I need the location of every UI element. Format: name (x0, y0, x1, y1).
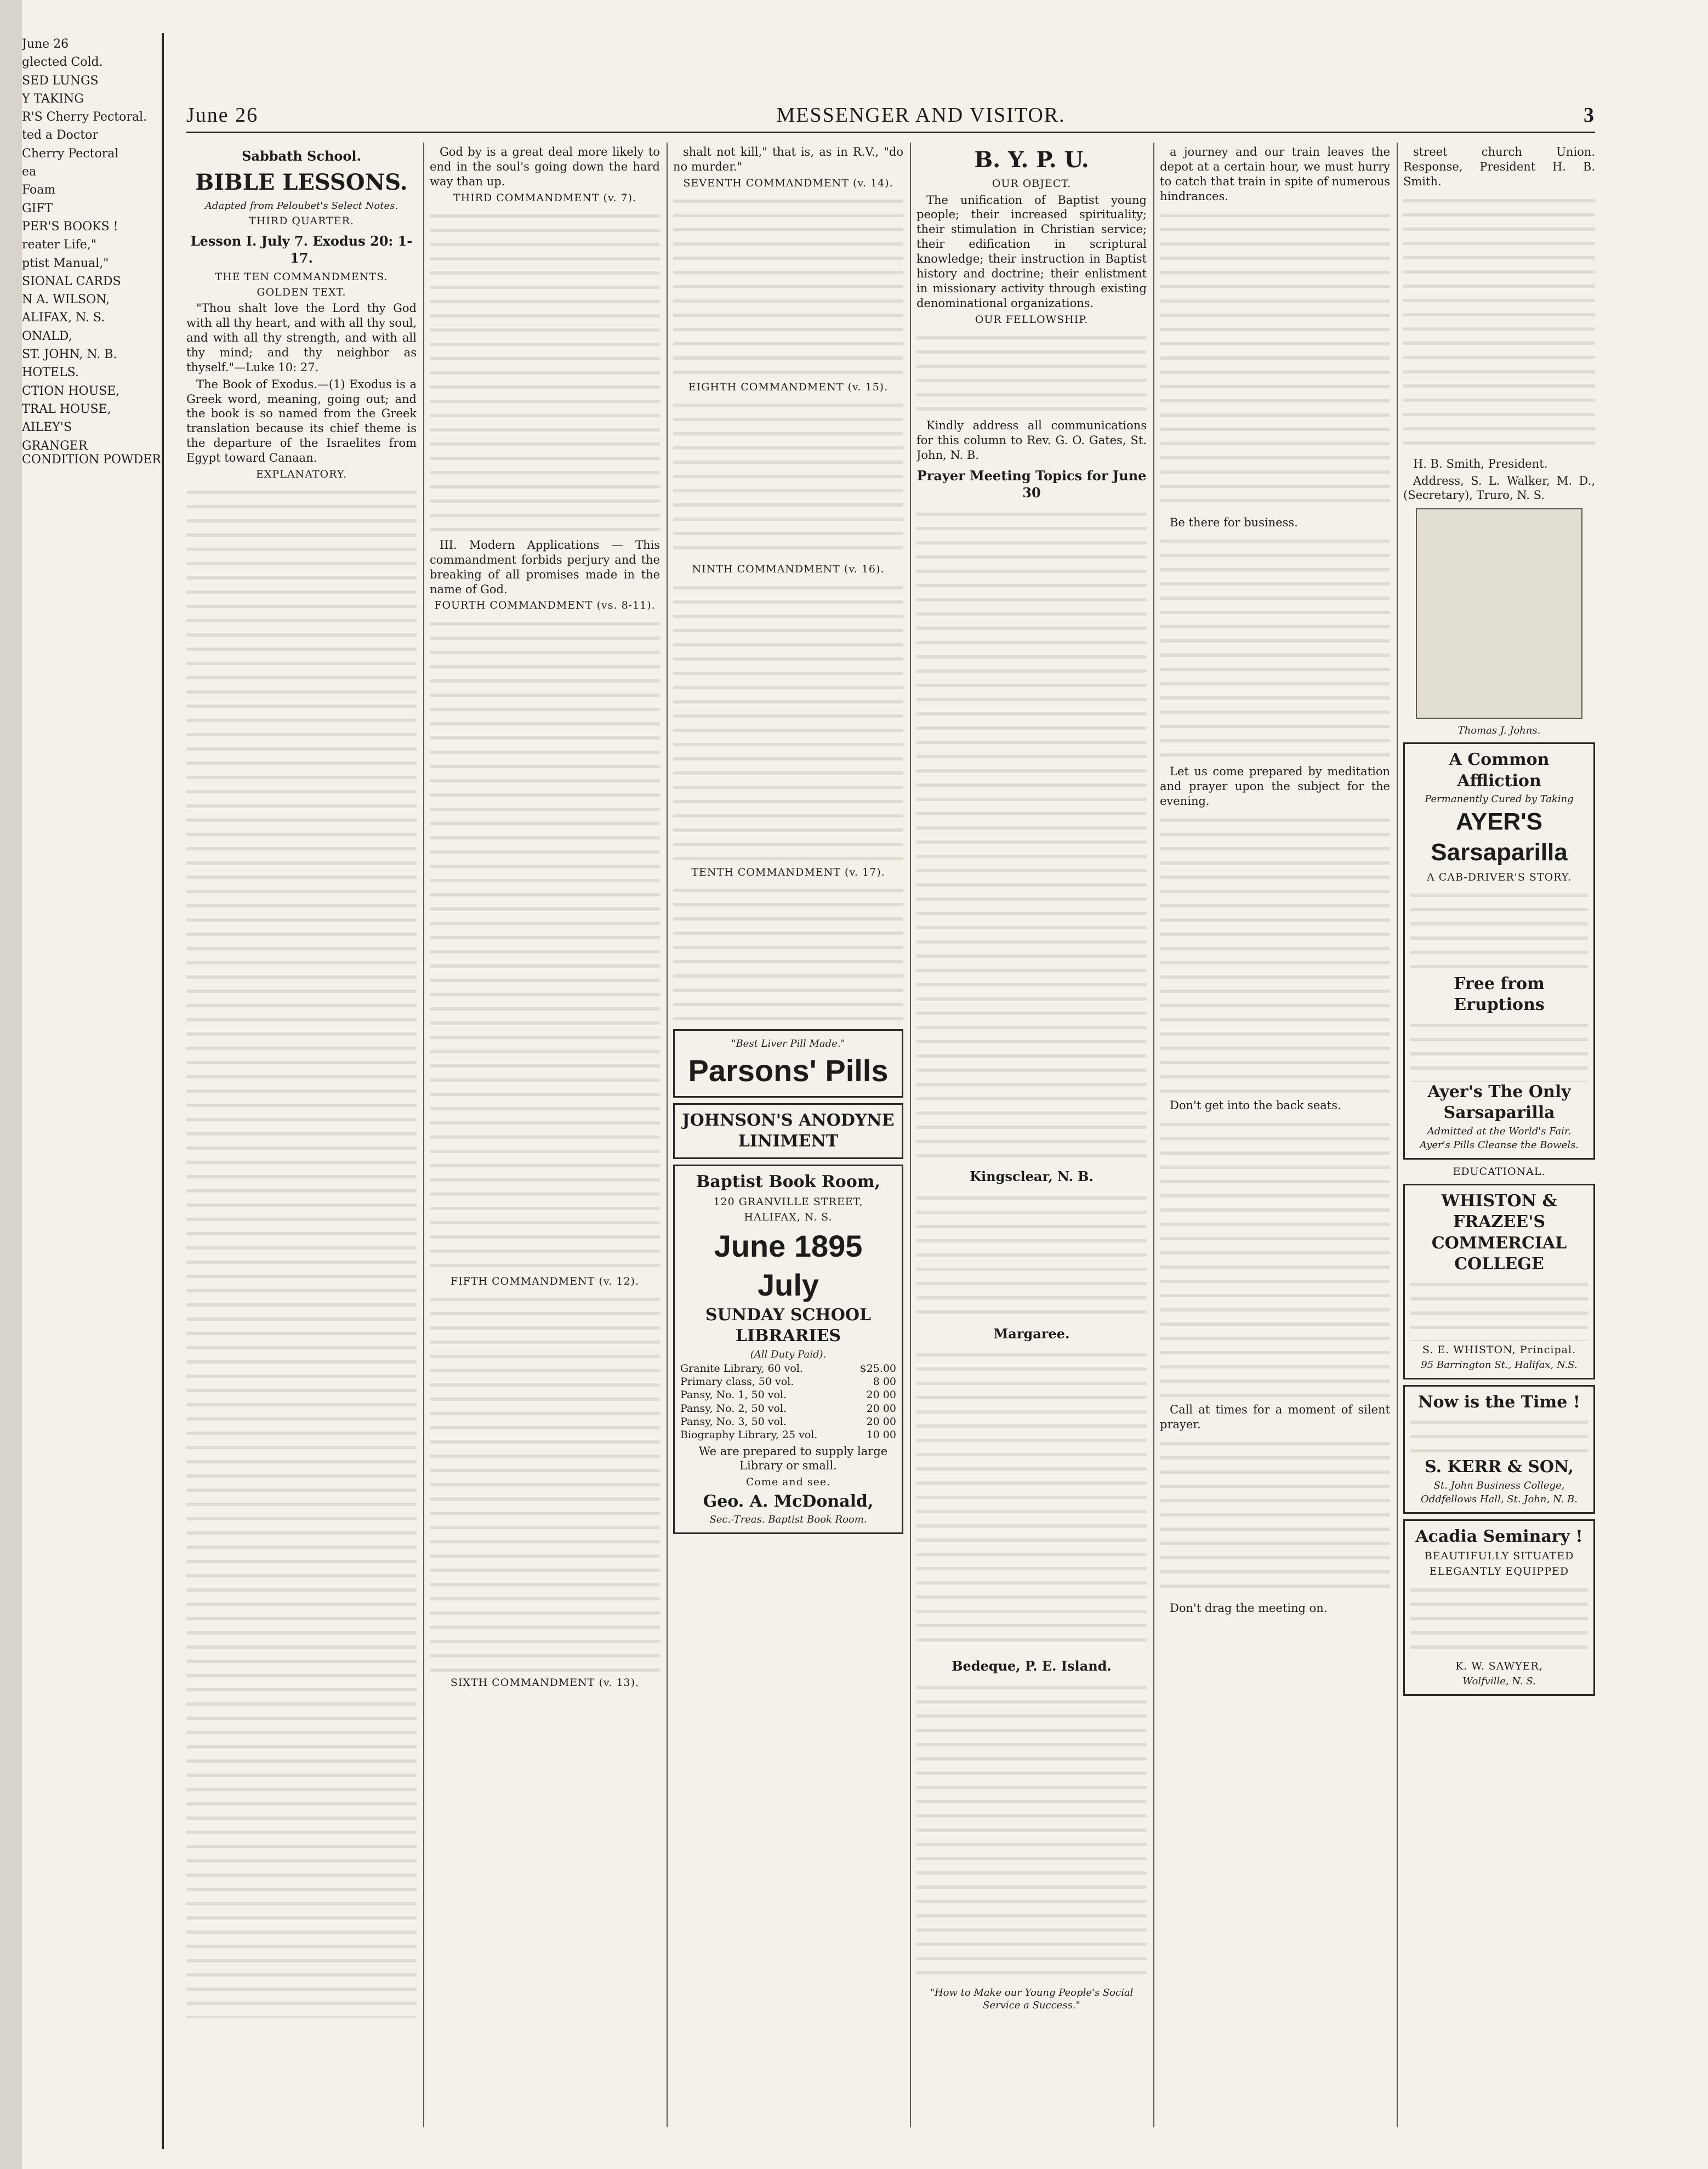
let-us-come: Let us come prepared by meditation and prayer upon the subject for the evening. (1160, 765, 1390, 808)
prev-page-fragment: ONALD, (22, 329, 72, 343)
ad-title: JOHNSON'S ANODYNE LINIMENT (682, 1110, 895, 1151)
prev-page-fragment: PER'S BOOKS ! (22, 219, 118, 234)
prev-page-fragment: reater Life," (22, 238, 96, 252)
margaree-heading: Margaree. (993, 1325, 1070, 1342)
ad-come-text: Come and see. (745, 1476, 831, 1489)
column-rule (910, 143, 911, 2127)
prev-page-fragment: AILEY'S (22, 421, 72, 435)
ad-supply-text: We are prepared to supply large Library or small. (698, 1444, 888, 1473)
article-body-text (673, 192, 903, 378)
ad-firm-address: Oddfellows Hall, St. John, N. B. (1421, 1493, 1578, 1505)
dont-drag: Don't drag the meeting on. (1170, 1601, 1328, 1615)
page-number: 3 (1583, 104, 1595, 127)
column-commandments (430, 143, 660, 2127)
bypu-address: Address, S. L. Walker, M. D., (Secretary), Truro, N. S. (1403, 474, 1595, 502)
prev-page-fragment: ea (22, 165, 37, 179)
masthead-date: June 26 (186, 104, 259, 127)
ad-firm-sub: St. John Business College, (1433, 1479, 1565, 1491)
library-price: $25.00 (859, 1362, 896, 1375)
ad-tagline: "Best Liver Pill Made." (731, 1038, 845, 1049)
ad-only: Ayer's The Only Sarsaparilla (1427, 1082, 1571, 1123)
fifth-commandment-heading: FIFTH COMMANDMENT (v. 12). (450, 1275, 640, 1287)
eighth-commandment-heading: EIGHTH COMMANDMENT (v. 15). (688, 381, 889, 394)
article-body-text (1160, 1434, 1390, 1599)
ad-title: Parsons' Pills (688, 1053, 889, 1088)
prev-page-fragment: GIFT (22, 201, 53, 215)
column-sabbath-school (186, 143, 417, 2127)
prev-page-fragment: R'S Cherry Pectoral. (22, 110, 147, 124)
article-body-text (430, 207, 660, 536)
column-opening: street church Union. Response, President H. B. Smith. (1403, 145, 1595, 188)
library-row (680, 1428, 896, 1441)
bible-lessons-heading: BIBLE LESSONS. (195, 169, 408, 195)
lesson-reference: Lesson I. July 7. Exodus 20: 1-17. (190, 233, 413, 266)
ad-body-text (1410, 1413, 1588, 1457)
acadia-seminary-ad (1403, 1519, 1595, 1696)
explanatory-label: EXPLANATORY. (256, 468, 347, 480)
prev-page-fragment: ST. JOHN, N. B. (22, 348, 117, 362)
golden-text-label: GOLDEN TEXT. (257, 286, 346, 298)
ad-sub2: ELEGANTLY EQUIPPED (1429, 1565, 1569, 1578)
library-name: Primary class, 50 vol. (680, 1375, 794, 1388)
bypu-heading: B. Y. P. U. (974, 147, 1089, 173)
article-body-text (430, 1290, 660, 1674)
previous-page-fragment (22, 33, 164, 2149)
ad-body-text (1410, 1275, 1588, 1341)
ninth-commandment-heading: NINTH COMMANDMENT (v. 16). (692, 563, 885, 576)
bible-lessons-subheading: Adapted from Peloubet's Select Notes. (204, 200, 398, 212)
masthead-title: MESSENGER AND VISITOR. (776, 104, 1066, 127)
portrait-image (1416, 508, 1582, 719)
article-body-text (1160, 1115, 1390, 1400)
library-price: 20 00 (866, 1389, 896, 1401)
column-advertisements (1403, 143, 1595, 2127)
article-body-text (430, 615, 660, 1273)
article-body-text (673, 578, 903, 864)
fourth-commandment-heading: FOURTH COMMANDMENT (vs. 8-11). (434, 599, 656, 612)
library-name: Granite Library, 60 vol. (680, 1362, 803, 1375)
kerr-son-ad (1403, 1385, 1595, 1514)
bypu-signature: H. B. Smith, President. (1413, 457, 1548, 470)
sixth-commandment-heading: SIXTH COMMANDMENT (v. 13). (450, 1677, 640, 1689)
section-title: Sabbath School. (242, 148, 361, 164)
prev-page-date: June 26 (22, 37, 69, 51)
column-rule (667, 143, 668, 2127)
ad-body-text (1410, 1581, 1588, 1657)
third-commandment-heading: THIRD COMMANDMENT (v. 7). (453, 191, 637, 204)
be-there: Be there for business. (1170, 515, 1298, 529)
library-price: 20 00 (866, 1402, 896, 1415)
prev-page-fragment: N A. WILSON, (22, 293, 110, 307)
quarter-label: THIRD QUARTER. (249, 214, 354, 227)
page-edge (0, 0, 22, 2169)
library-name: Biography Library, 25 vol. (680, 1429, 818, 1441)
library-price: 8 00 (873, 1375, 896, 1388)
portrait-caption: Thomas J. Johns. (1458, 725, 1541, 737)
prev-page-fragment: ted a Doctor (22, 128, 98, 143)
library-name: Pansy, No. 3, 50 vol. (680, 1415, 787, 1428)
ad-pills: Ayer's Pills Cleanse the Bowels. (1419, 1139, 1579, 1151)
kindly-address: Kindly address all communications for this column to Rev. G. O. Gates, St. John, N. B. (916, 418, 1147, 462)
modern-applications: III. Modern Applications — This commandment forbids perjury and the breaking of all promises made in the name of God. (430, 538, 660, 596)
article-body-text (916, 505, 1147, 1163)
article-body-text (1403, 191, 1595, 455)
column-commandments-continued (673, 143, 903, 2127)
column-opening: shalt not kill," that is, as in R.V., "do no murder." (673, 145, 903, 173)
library-name: Pansy, No. 1, 50 vol. (680, 1389, 787, 1401)
library-row (680, 1388, 896, 1401)
our-fellowship-label: OUR FELLOWSHIP. (975, 313, 1089, 326)
article-body-text (916, 1345, 1147, 1653)
ad-title: Now is the Time ! (1418, 1392, 1580, 1412)
article-body-text (916, 1678, 1147, 1985)
prev-page-fragment: Y TAKING (22, 92, 84, 106)
library-row (680, 1362, 896, 1375)
ad-city: HALIFAX, N. S. (744, 1211, 833, 1224)
article-body-text (673, 396, 903, 560)
ad-libraries-sub: (All Duty Paid). (750, 1348, 827, 1360)
ad-months: June 1895 July (714, 1228, 863, 1303)
column-bypu-continued (1160, 143, 1390, 2127)
ad-subtitle: COMMERCIAL COLLEGE (1431, 1233, 1567, 1274)
column-rule (423, 143, 424, 2127)
prev-page-fragment: glected Cold. (22, 55, 103, 70)
prev-page-fragment: GRANGER CONDITION POWDER (22, 439, 161, 467)
parsons-pills-ad (673, 1029, 903, 1098)
ad-libraries-heading: SUNDAY SCHOOL LIBRARIES (705, 1305, 872, 1346)
tenth-commandment-heading: TENTH COMMANDMENT (v. 17). (691, 866, 885, 878)
ad-title: Baptist Book Room, (696, 1172, 880, 1192)
johnsons-liniment-ad (673, 1103, 903, 1160)
prev-page-fragment: HOTELS. (22, 366, 79, 380)
prev-page-fragment: ptist Manual," (22, 256, 109, 270)
educational-heading: EDUCATIONAL. (1453, 1165, 1546, 1178)
golden-text: "Thou shalt love the Lord thy God with all thy heart, and with all thy soul, and with all thy strength, and with all thy mind; and thy neighbor as thyself."—Luke 10: 27. (186, 302, 417, 374)
ad-firm: S. KERR & SON, (1424, 1457, 1574, 1477)
library-row (680, 1415, 896, 1428)
ad-sub: BEAUTIFULLY SITUATED (1424, 1550, 1574, 1563)
ad-signature-sub: Sec.-Treas. Baptist Book Room. (709, 1513, 867, 1525)
article-body-text (673, 881, 903, 1024)
prayer-topics-heading: Prayer Meeting Topics for June 30 (916, 468, 1147, 501)
our-object-text: The unification of Baptist young people; their increased spirituality; their stimulation in Christian service; their edification in scriptural knowledge; their instruction in Baptist history and doctrine; their enlistment in missionary activity through existing denominational organizations. (916, 193, 1147, 310)
library-price: 20 00 (866, 1415, 896, 1428)
prev-page-fragment: ALIFAX, N. S. (22, 311, 105, 325)
ad-cured: Permanently Cured by Taking (1425, 793, 1574, 805)
prev-page-fragment: CTION HOUSE, (22, 384, 120, 398)
column-opening: God by is a great deal more likely to end in the soul's going down the hard way than up. (430, 145, 660, 188)
ad-headline: A Common Affliction (1449, 750, 1550, 791)
library-price: 10 00 (866, 1429, 896, 1441)
article-body-text (186, 483, 417, 2018)
prev-page-fragment: SED LUNGS (22, 73, 99, 88)
article-body-text (916, 1189, 1147, 1320)
ad-address: 120 GRANVILLE STREET, (713, 1195, 863, 1208)
lesson-title: THE TEN COMMANDMENTS. (215, 270, 388, 283)
column-rule (1153, 143, 1154, 2127)
prev-page-fragment: SIONAL CARDS (22, 274, 121, 288)
ad-free: Free from Eruptions (1454, 974, 1545, 1015)
ad-admitted: Admitted at the World's Fair. (1427, 1125, 1572, 1137)
library-row (680, 1375, 896, 1388)
article-body-text (1160, 811, 1390, 1096)
kingsclear-heading: Kingsclear, N. B. (970, 1168, 1094, 1184)
ayers-sarsaparilla-ad (1403, 742, 1595, 1159)
prev-page-fragment: Cherry Pectoral (22, 146, 119, 161)
column-rule (1397, 143, 1398, 2127)
seventh-commandment-heading: SEVENTH COMMANDMENT (v. 14). (683, 177, 893, 189)
article-body-text (916, 328, 1147, 416)
ad-story: A CAB-DRIVER'S STORY. (1426, 871, 1572, 883)
article-body-text (1160, 206, 1390, 513)
newspaper-page (175, 82, 1601, 2155)
library-name: Pansy, No. 2, 50 vol. (680, 1402, 787, 1415)
article-body-text (1160, 532, 1390, 762)
ad-town: Wolfville, N. S. (1462, 1676, 1536, 1688)
ad-signature: K. W. SAWYER, (1455, 1660, 1543, 1672)
ad-principal: S. E. WHISTON, Principal. (1422, 1343, 1576, 1356)
ad-body-text (1410, 886, 1588, 974)
library-price-list (680, 1362, 896, 1442)
ad-title: WHISTON & FRAZEE'S (1441, 1191, 1557, 1232)
ad-body-text (1410, 1016, 1588, 1082)
prev-page-fragment: Foam (22, 183, 56, 197)
how-to-make-heading: "How to Make our Young People's Social Service a Success." (930, 1987, 1134, 2012)
ad-principal-address: 95 Barrington St., Halifax, N.S. (1421, 1359, 1578, 1371)
call-times: Call at times for a moment of silent prayer. (1160, 1403, 1390, 1431)
ad-brand: AYER'S Sarsaparilla (1431, 808, 1568, 866)
bedeque-heading: Bedeque, P. E. Island. (952, 1658, 1112, 1674)
ad-title: Acadia Seminary ! (1415, 1526, 1583, 1546)
column-bypu (916, 143, 1147, 2127)
intro-paragraph: The Book of Exodus.—(1) Exodus is a Greek word, meaning, going out; and the book is so named from the Greek translation because its chief theme is the departure of the Israelites from Egypt toward Canaan. (186, 377, 417, 465)
prev-page-fragment: TRAL HOUSE, (22, 402, 111, 416)
library-row (680, 1402, 896, 1415)
whiston-frazee-ad (1403, 1184, 1595, 1379)
our-object-label: OUR OBJECT. (992, 178, 1072, 190)
dont-get: Don't get into the back seats. (1170, 1099, 1341, 1112)
ad-signature: Geo. A. McDonald, (703, 1491, 874, 1511)
baptist-book-room-ad (673, 1165, 903, 1534)
masthead (186, 99, 1595, 133)
prev-page-fragment-list (22, 55, 162, 467)
column-opening: a journey and our train leaves the depot at a certain hour, we must hurry to catch that train in spite of numerous hindrances. (1160, 145, 1390, 203)
